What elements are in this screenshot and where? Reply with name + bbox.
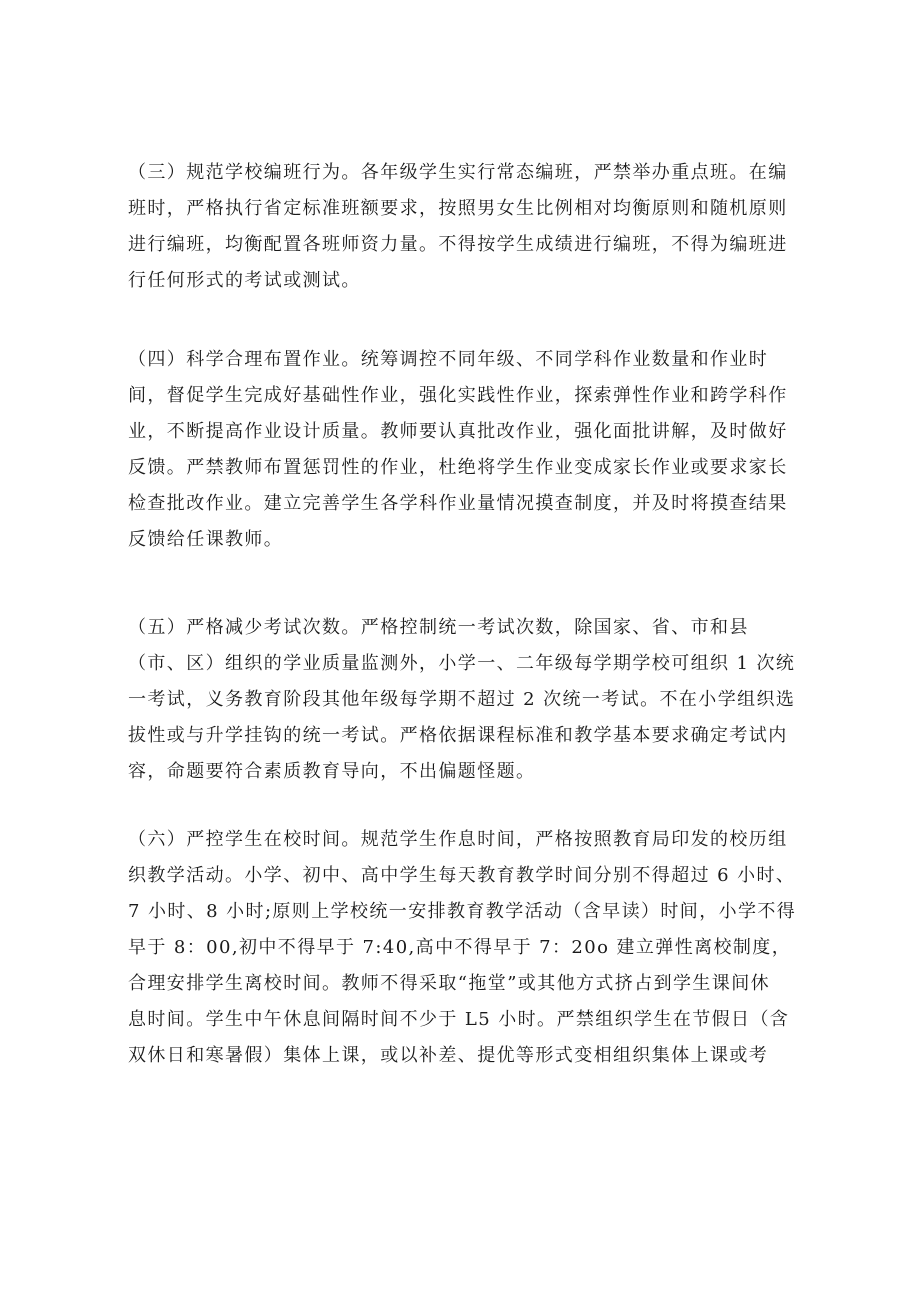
text-line: 容，命题要符合素质教育导向，不出偏题怪题。 — [128, 761, 536, 782]
text-line: （四）科学合理布置作业。统筹调控不同年级、不同学科作业数量和作业时 — [128, 349, 769, 370]
text-line: 反馈给任课教师。 — [128, 529, 284, 550]
text-line: （市、区）组织的学业质量监测外，小学一、二年级每学期学校可组织 1 次统 — [128, 653, 796, 674]
text-line: 反馈。严禁教师布置惩罚性的作业，杜绝将学生作业变成家长作业或要求家长 — [128, 457, 788, 478]
text-line: 一考试，义务教育阶段其他年级每学期不超过 2 次统一考试。不在小学组织选 — [128, 689, 796, 710]
text-line: 织教学活动。小学、初中、高中学生每天教育教学时间分别不得超过 6 小时、 — [128, 865, 796, 886]
text-line: 息时间。学生中午休息间隔时间不少于 L5 小时。严禁组织学生在节假日（含 — [128, 1009, 790, 1030]
text-line: 拔性或与升学挂钩的统一考试。严格依据课程标准和教学基本要求确定考试内 — [128, 725, 788, 746]
text-line: 进行编班，均衡配置各班师资力量。不得按学生成绩进行编班，不得为编班进 — [128, 234, 788, 255]
text-line: 间，督促学生完成好基础性作业，强化实践性作业，探索弹性作业和跨学科作 — [128, 385, 788, 406]
text-line: 早于 8：00,初中不得早于 7:40,高中不得早于 7：20o 建立弹性离校制度， — [128, 937, 792, 958]
text-line: （六）严控学生在校时间。规范学生作息时间，严格按照教育局印发的校历组 — [128, 829, 788, 850]
paragraph-exams — [128, 610, 828, 790]
text-line: 班时，严格执行省定标准班额要求，按照男女生比例相对均衡原则和随机原则 — [128, 198, 788, 219]
text-line: （三）规范学校编班行为。各年级学生实行常态编班，严禁举办重点班。在编 — [128, 162, 788, 183]
text-line: 7 小时、8 小时;原则上学校统一安排教育教学活动（含早读）时间，小学不得 — [128, 901, 797, 922]
text-line: 行任何形式的考试或测试。 — [128, 270, 361, 291]
paragraph-school-time — [128, 822, 828, 1074]
text-line: 双休日和寒暑假）集体上课，或以补差、提优等形式变相组织集体上课或考 — [128, 1045, 769, 1066]
text-line: 合理安排学生离校时间。教师不得采取“拖堂”或其他方式挤占到学生课间休 — [128, 973, 771, 994]
paragraph-class-grouping — [128, 155, 828, 299]
text-line: 检查批改作业。建立完善学生各学科作业量情况摸查制度，并及时将摸查结果 — [128, 493, 788, 514]
text-line: （五）严格减少考试次数。严格控制统一考试次数，除国家、省、市和县 — [128, 617, 749, 638]
paragraph-homework — [128, 342, 828, 558]
text-line: 业，不断提高作业设计质量。教师要认真批改作业，强化面批讲解，及时做好 — [128, 421, 788, 442]
